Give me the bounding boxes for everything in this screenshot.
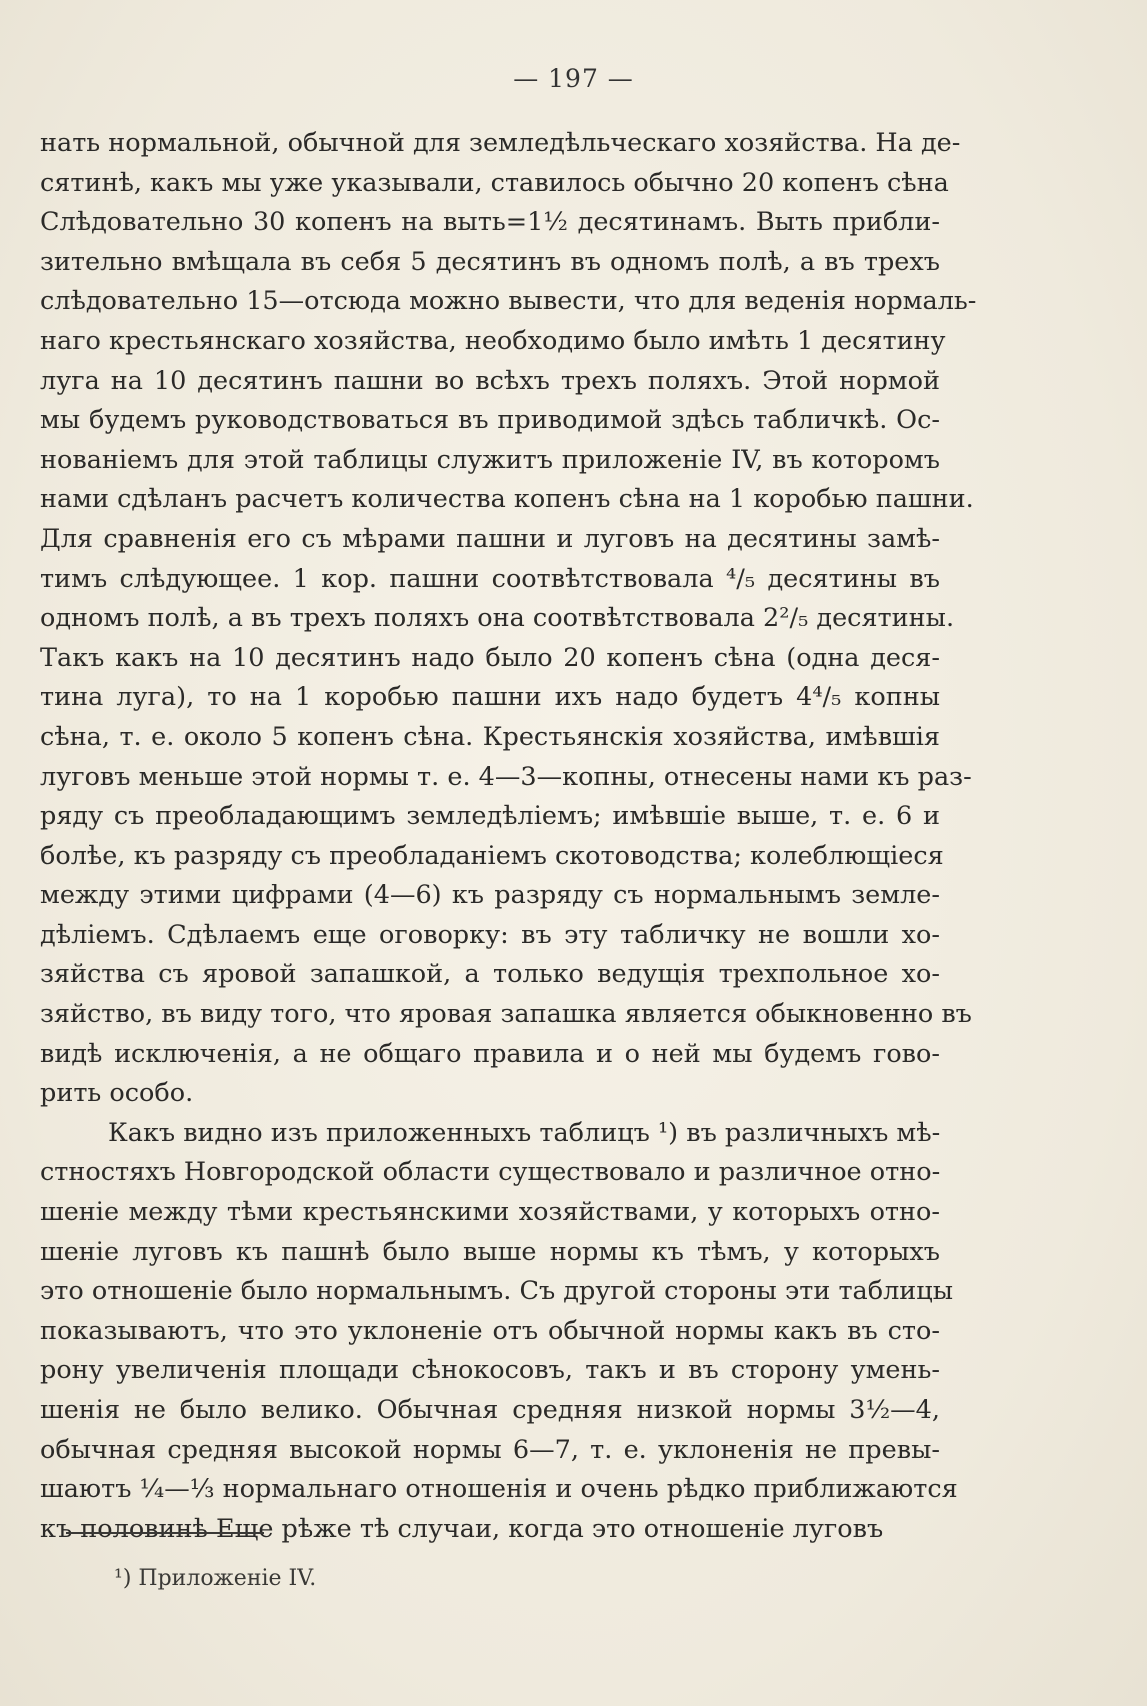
text-line: ряду съ преобладающимъ земледѣліемъ; имѣвшіе выше, т. е. 6 и bbox=[40, 801, 940, 832]
text-line: нами сдѣланъ расчетъ количества копенъ сѣна на 1 коробью пашни. bbox=[40, 484, 974, 515]
text-line: Слѣдовательно 30 копенъ на выть=1½ десятинамъ. Выть прибли- bbox=[40, 207, 940, 238]
text-line: слѣдовательно 15—отсюда можно вывести, что для веденія нормаль- bbox=[40, 286, 977, 317]
text-line: рить особо. bbox=[40, 1078, 194, 1109]
text-line: видѣ исключенія, а не общаго правила и о ней мы будемъ гово- bbox=[40, 1038, 940, 1069]
text-line: наго крестьянскаго хозяйства, необходимо было имѣть 1 десятину bbox=[40, 325, 946, 356]
text-line: рону увеличенія площади сѣнокосовъ, такъ и въ сторону умень- bbox=[40, 1355, 940, 1386]
text-line: зительно вмѣщала въ себя 5 десятинъ въ одномъ полѣ, а въ трехъ bbox=[40, 246, 940, 277]
text-line: это отношеніе было нормальнымъ. Съ другой стороны эти таблицы bbox=[40, 1276, 953, 1307]
text-line: Такъ какъ на 10 десятинъ надо было 20 копенъ сѣна (одна деся- bbox=[40, 642, 940, 673]
text-line: мы будемъ руководствоваться въ приводимой здѣсь табличкѣ. Ос- bbox=[40, 405, 940, 436]
text-line: дѣліемъ. Сдѣлаемъ еще оговорку: въ эту табличку не вошли хо- bbox=[40, 919, 940, 950]
text-line: Для сравненія его съ мѣрами пашни и луговъ на десятины замѣ- bbox=[40, 523, 940, 554]
text-line: шаютъ ¼—⅓ нормальнаго отношенія и очень рѣдко приближаются bbox=[40, 1474, 958, 1505]
text-line: шеніе между тѣми крестьянскими хозяйствами, у которыхъ отно- bbox=[40, 1197, 940, 1228]
footnote bbox=[114, 1566, 316, 1591]
text-line: зяйства съ яровой запашкой, а только ведущія трехпольное хо- bbox=[40, 959, 940, 990]
text-line: тимъ слѣдующее. 1 кор. пашни соотвѣтствовала ⁴/₅ десятины въ bbox=[40, 563, 940, 594]
text-line: луговъ меньше этой нормы т. е. 4—3—копны, отнесены нами къ раз- bbox=[40, 761, 972, 792]
page-number: — 197 — bbox=[513, 64, 634, 93]
footnote-rule bbox=[66, 1532, 264, 1534]
text-line: къ половинѣ Еще рѣже тѣ случаи, когда это отношеніе луговъ bbox=[40, 1513, 884, 1544]
paragraph bbox=[40, 124, 977, 1114]
paragraph bbox=[40, 1114, 958, 1550]
text-line: сятинѣ, какъ мы уже указывали, ставилось обычно 20 копенъ сѣна bbox=[40, 167, 949, 198]
text-line: стностяхъ Новгородской области существовало и различное отно- bbox=[40, 1157, 941, 1188]
body-text bbox=[40, 124, 977, 1549]
text-line: луга на 10 десятинъ пашни во всѣхъ трехъ поляхъ. Этой нормой bbox=[40, 365, 940, 396]
footnote-text: Приложеніе IV. bbox=[138, 1566, 317, 1591]
text-line: между этими цифрами (4—6) къ разряду съ нормальнымъ земле- bbox=[40, 880, 940, 911]
text-line: шеніе луговъ къ пашнѣ было выше нормы къ тѣмъ, у которыхъ bbox=[40, 1236, 940, 1267]
footnote-marker: ¹) bbox=[114, 1566, 132, 1591]
text-line: Какъ видно изъ приложенныхъ таблицъ ¹) въ различныхъ мѣ- bbox=[108, 1117, 941, 1148]
text-line: тина луга), то на 1 коробью пашни ихъ надо будетъ 4⁴/₅ копны bbox=[40, 682, 940, 713]
text-line: зяйство, въ виду того, что яровая запашка является обыкновенно въ bbox=[40, 999, 972, 1030]
text-line: болѣе, къ разряду съ преобладаніемъ скотоводства; колеблющіеся bbox=[40, 840, 944, 871]
text-line: нованіемъ для этой таблицы служитъ приложеніе IV, въ которомъ bbox=[40, 444, 940, 475]
text-line: показываютъ, что это уклоненіе отъ обычной нормы какъ въ сто- bbox=[40, 1315, 940, 1346]
text-line: шенія не было велико. Обычная средняя низкой нормы 3½—4, bbox=[40, 1395, 940, 1425]
text-line: сѣна, т. е. около 5 копенъ сѣна. Крестьянскія хозяйства, имѣвшія bbox=[40, 721, 940, 752]
text-line: обычная средняя высокой нормы 6—7, т. е. уклоненія не превы- bbox=[40, 1434, 940, 1465]
text-line: одномъ полѣ, а въ трехъ поляхъ она соотвѣтствовала 2²/₅ десятины. bbox=[40, 603, 955, 634]
text-line: нать нормальной, обычной для земледѣльческаго хозяйства. На де- bbox=[40, 128, 961, 158]
